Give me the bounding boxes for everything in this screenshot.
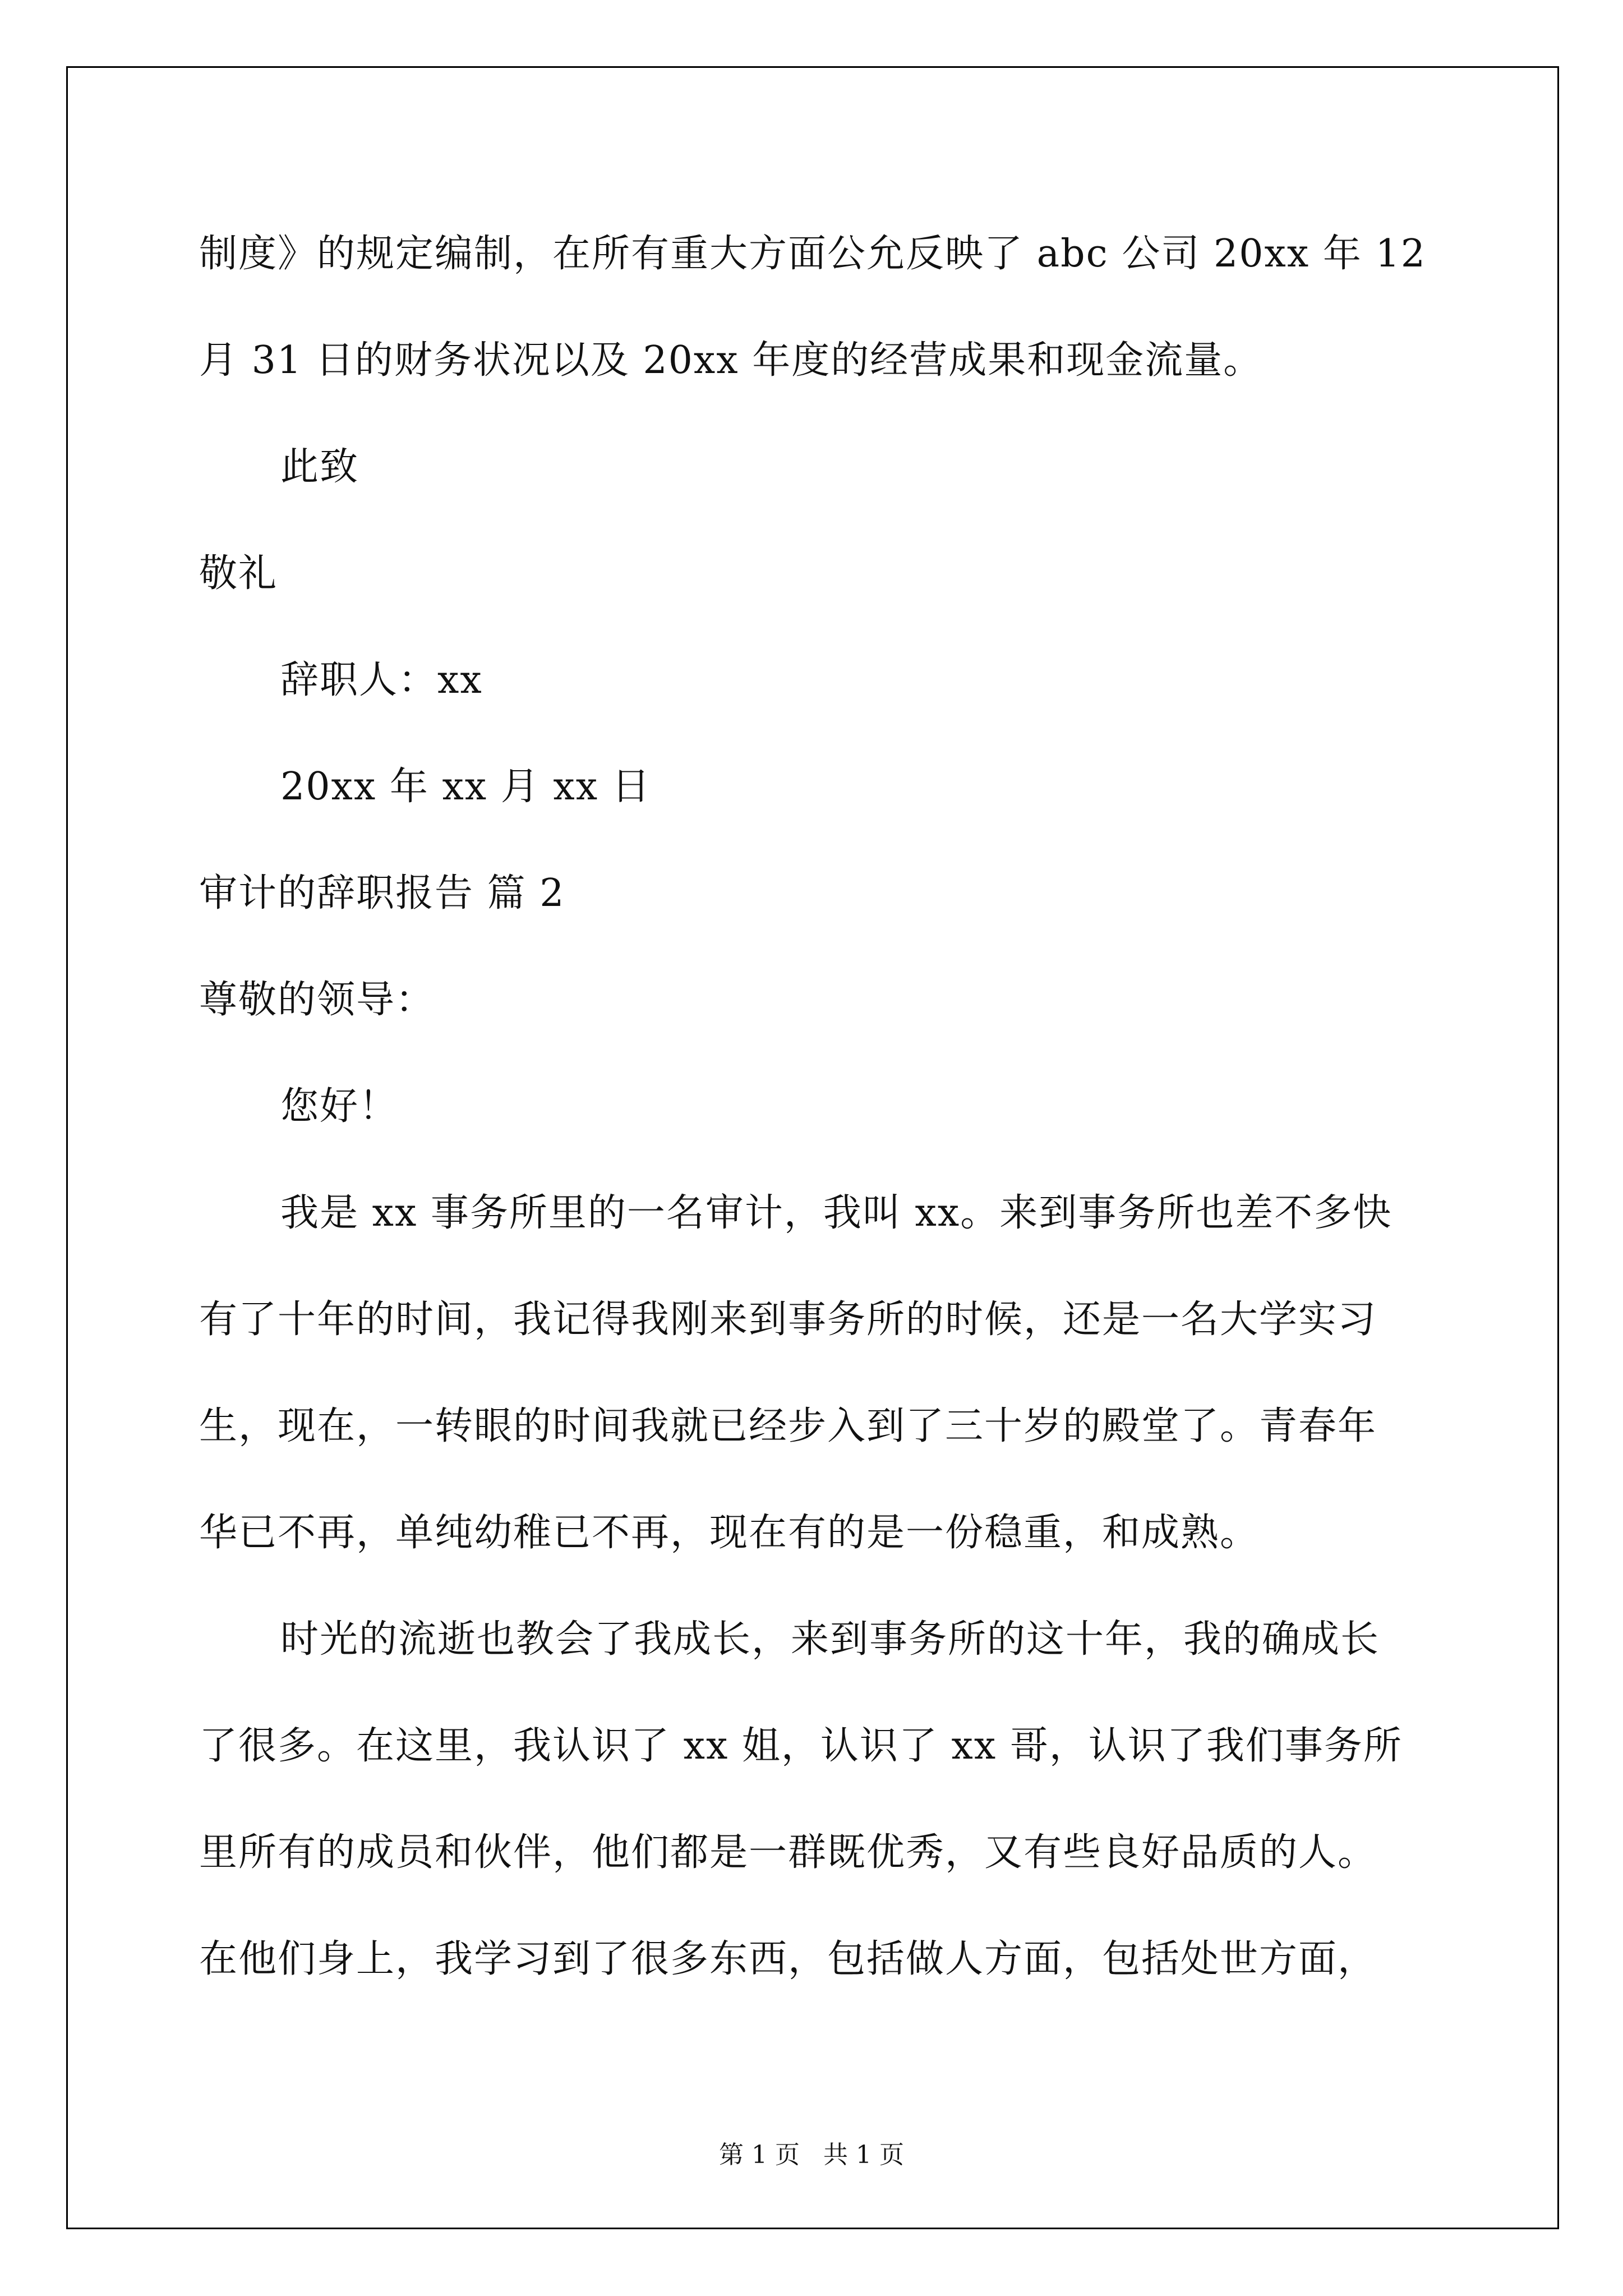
- paragraph-1-line-2: 有了十年的时间，我记得我刚来到事务所的时候，还是一名大学实习: [199, 1297, 1377, 1342]
- page-border: [66, 66, 1559, 2229]
- paragraph-2-line-4: 在他们身上，我学习到了很多东西，包括做人方面，包括处世方面，: [199, 1937, 1377, 1981]
- hello-line: 您好！: [280, 1084, 399, 1129]
- paragraph-1-line-1: 我是 xx 事务所里的一名审计，我叫 xx。来到事务所也差不多快: [280, 1191, 1393, 1235]
- paragraph-1-line-3: 生，现在，一转眼的时间我就已经步入到了三十岁的殿堂了。青春年: [199, 1404, 1377, 1448]
- text-line-2: 月 31 日的财务状况以及 20xx 年度的经营成果和现金流量。: [199, 338, 1263, 383]
- paragraph-1-line-4: 华已不再，单纯幼稚已不再，现在有的是一份稳重，和成熟。: [199, 1511, 1260, 1555]
- paragraph-2-line-3: 里所有的成员和伙伴，他们都是一群既优秀，又有些良好品质的人。: [199, 1830, 1377, 1875]
- section-heading: 审计的辞职报告 篇 2: [199, 871, 565, 915]
- paragraph-2-line-2: 了很多。在这里，我认识了 xx 姐，认识了 xx 哥，认识了我们事务所: [199, 1724, 1403, 1768]
- paragraph-2-line-1: 时光的流逝也教会了我成长，来到事务所的这十年，我的确成长: [280, 1617, 1380, 1662]
- closing-salutation: 此致: [280, 445, 359, 489]
- text-line-1: 制度》的规定编制，在所有重大方面公允反映了 abc 公司 20xx 年 12: [199, 232, 1426, 276]
- closing-regards: 敬礼: [199, 551, 278, 596]
- page-footer: 第 1 页 共 1 页: [719, 2141, 904, 2169]
- signature-line: 辞职人：xx: [280, 658, 483, 702]
- date-line: 20xx 年 xx 月 xx 日: [280, 765, 651, 809]
- greeting-line: 尊敬的领导：: [199, 978, 435, 1022]
